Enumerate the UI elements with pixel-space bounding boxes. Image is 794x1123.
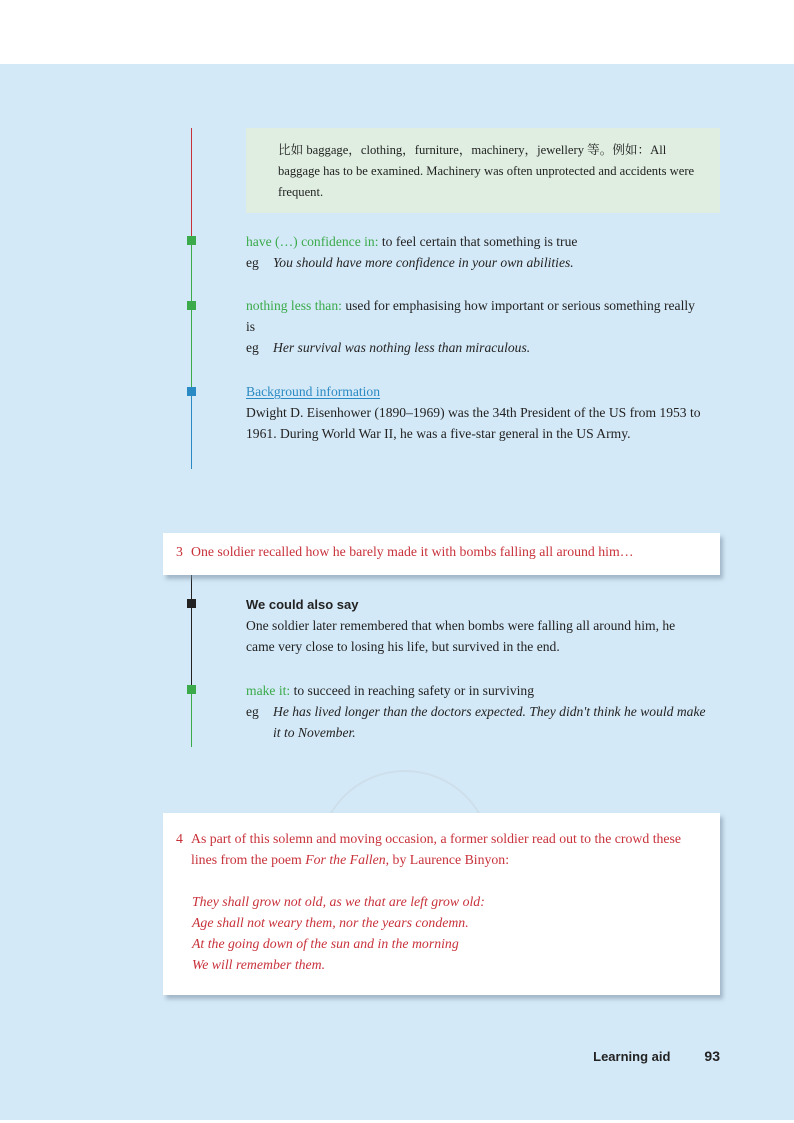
marker-green [187, 236, 196, 245]
quote-callout-4 [163, 813, 720, 995]
note-box [246, 128, 720, 213]
also-say-title: We could also say [246, 597, 359, 612]
eg-label: eg [246, 255, 259, 270]
entry-term: make it: [246, 683, 291, 698]
entry-definition: to succeed in reaching safety or in surviving [290, 683, 535, 698]
poem-line: We will remember them. [192, 957, 326, 972]
example-sentence: Her survival was nothing less than miraculous. [273, 340, 531, 355]
example-row [246, 701, 706, 743]
also-say-text: One soldier later remembered that when bombs were falling all around him, he came very close to losing his life, but survived in the end. [246, 618, 676, 654]
also-say-block [246, 594, 706, 657]
entry-definition: used for emphasising how important or serious something really is [246, 298, 695, 334]
callout-text: One soldier recalled how he barely made it with bombs falling all around him… [191, 544, 634, 559]
timeline-line-red [191, 128, 192, 240]
callout-text-before: As part of this solemn and moving occasion, a former soldier read out to the crowd these lines from the poem [191, 831, 682, 867]
timeline-line-dark [191, 575, 192, 690]
callout-text [191, 828, 708, 870]
page-number: 93 [704, 1048, 720, 1064]
entry-term: nothing less than: [246, 298, 342, 313]
entry-term: have (…) confidence in: [246, 234, 379, 249]
background-info [246, 381, 706, 444]
timeline-line-blue [191, 390, 192, 469]
example-row [246, 252, 706, 273]
vocab-entry [246, 680, 706, 743]
eg-label: eg [246, 340, 259, 355]
background-text: Dwight D. Eisenhower (1890–1969) was the 34th President of the US from 1953 to 1961. During World War II, he was a five-star general in the US Army. [246, 405, 701, 441]
page-footer [593, 1048, 720, 1064]
poem-title: For the Fallen [305, 852, 386, 867]
callout-text-after: , by Laurence Binyon: [385, 852, 510, 867]
callout-number: 4 [176, 831, 183, 846]
timeline-line-green [191, 240, 192, 390]
poem-line: Age shall not weary them, nor the years condemn. [192, 915, 469, 930]
vocab-entry [246, 295, 706, 358]
entry-definition-line [246, 295, 706, 337]
entry-definition: to feel certain that something is true [378, 234, 578, 249]
marker-blue [187, 387, 196, 396]
vocab-entry [246, 231, 706, 273]
callout-number: 3 [176, 544, 183, 559]
poem-line: They shall grow not old, as we that are left grow old: [192, 894, 485, 909]
callout-intro [176, 828, 708, 870]
footer-label: Learning aid [593, 1049, 671, 1064]
example-sentence: You should have more confidence in your own abilities. [273, 255, 574, 270]
marker-green [187, 685, 196, 694]
entry-definition-line [246, 680, 706, 701]
timeline-line-green-2 [191, 690, 192, 747]
marker-dark [187, 599, 196, 608]
poem-line: At the going down of the sun and in the morning [192, 936, 459, 951]
example-sentence: He has lived longer than the doctors expected. They didn't think he would make it to November. [273, 704, 706, 740]
note-text: 比如 baggage，clothing，furniture，machinery，jewellery 等。例如：All baggage has to be examined. Machinery was often unprotected and accidents were frequent. [278, 143, 695, 199]
eg-label: eg [246, 704, 259, 719]
marker-green [187, 301, 196, 310]
quote-callout-3 [163, 533, 720, 575]
example-row [246, 337, 706, 358]
background-title: Background information [246, 384, 381, 399]
entry-definition-line [246, 231, 706, 252]
